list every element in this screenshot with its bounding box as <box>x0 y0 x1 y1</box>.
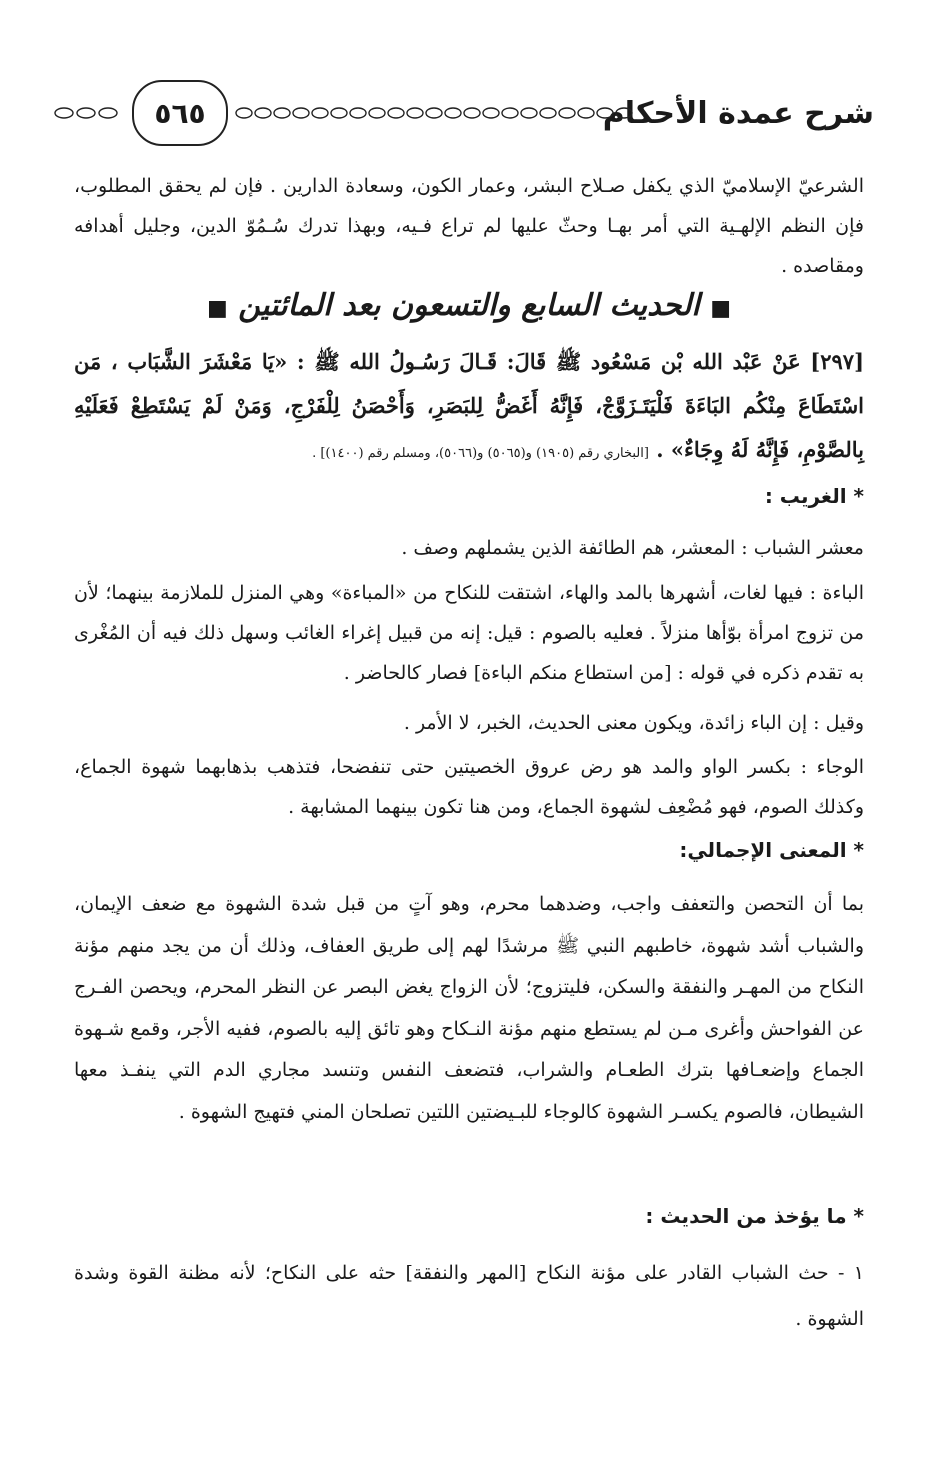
book-title: شرح عمدة الأحكام <box>602 96 874 131</box>
section-title-lessons: * ما يؤخذ من الحديث : <box>645 1204 864 1228</box>
ghareeb-paragraph-1: معشر الشباب : المعشر، هم الطائفة الذين يشملهم وصف . <box>401 537 864 559</box>
header-ornament-long <box>234 106 644 120</box>
hadith-heading <box>74 288 864 323</box>
heading-square-icon: ■ <box>710 295 731 321</box>
section-title-meaning: * المعنى الإجمالي: <box>679 838 864 862</box>
ghareeb-paragraph-3: وقيل : إن الباء زائدة، ويكون معنى الحديث، الخبر، لا الأمر . <box>403 712 864 734</box>
lessons-title-text: ما يؤخذ من الحديث : <box>645 1204 847 1228</box>
hadith-heading-text: الحديث السابع والتسعون بعد المائتين <box>238 288 700 323</box>
ghareeb-title-text: الغريب : <box>764 484 847 508</box>
meaning-title-text: المعنى الإجمالي: <box>679 838 847 862</box>
ghareeb-paragraph-4: الوجاء : بكسر الواو والمد هو رض عروق الخصيتين حتى تنفضحا، فتذهب بذهابهما شهوة الجماع، وكذلك الصوم، فهو مُضْعِف لشهوة الجماع، ومن هنا تكون بينهما المشابهة . <box>74 756 864 818</box>
hadith-text: عَنْ عَبْد الله بْن مَسْعُود ﷺ قَالَ: قَـالَ رَسُـولُ الله ﷺ : «يَا مَعْشَرَ الشَّبَاب ، مَن اسْتَطَاعَ مِنْكُم البَاءَةَ فَلْيَتَـزَوَّجْ، فَإِنَّهُ أَغَضُّ لِلبَصَرِ، وَأَحْصَنُ لِلْفَرْجِ، وَمَنْ لَمْ يَسْتَطِعْ فَعَلَيْهِ بِالصَّوْمِ، فَإِنَّهُ لَهُ وِجَاءٌ» . <box>74 349 864 462</box>
lesson-item-1: ١ - حث الشباب القادر على مؤنة النكاح [المهر والنفقة] حثه على النكاح؛ لأنه مظنة القوة وشدة الشهوة . <box>74 1262 864 1330</box>
header-ornament-short <box>52 106 122 120</box>
heading-square-icon: ■ <box>207 295 228 321</box>
meaning-paragraph: بما أن التحصن والتعفف واجب، وضدهما محرم، وهو آتٍ من قبل شدة الشهوة مع ضعف الإيمان، والشباب أشد شهوة، خاطبهم النبي ﷺ مرشدًا لهم إلى طريق العفاف، وذلك أن من يجد منهم مؤنة النكاح من المهـر والنفقة والسكن، فليتزوج؛ لأن الزواج يغض البصر عن النظر المحرم، ويحصن الفـرج عن الفواحش وأغرى مـن لم يستطع منهم مؤنة النـكاح وهو تائق إليه بالصوم، ففيه الأجر، وقمع شـهوة الجماع وإضعـافها بترك الطعـام والشراب، فتضعف النفس وتنسد مجاري الدم التي ينفـذ معها الشيطان، فالصوم يكسـر الشهوة كالوجاء للبـيضتين اللتين تصلحان المني فتهيج الشهوة . <box>74 893 864 1123</box>
section-title-ghareeb: * الغريب : <box>764 484 864 508</box>
page-number: ٥٦٥ <box>132 80 228 146</box>
page-header <box>52 78 874 148</box>
hadith-reference: [البخاري رقم (١٩٠٥) و(٥٠٦٥) و(٥٠٦٦)، ومسلم رقم (١٤٠٠)] . <box>312 446 649 461</box>
hadith-number: ٢٩٧ <box>820 349 855 374</box>
ghareeb-paragraph-2: الباءة : فيها لغات، أشهرها بالمد والهاء، اشتقت للنكاح من «المباءة» وهي المنزل للملازمة بينهما؛ لأن من تزوج امرأة بوّأها منزلاً . فعليه بالصوم : قيل: إنه من قبيل إغراء الغائب وسهل ذلك فيه أن المُغْرى به تقدم ذكره في قوله : [من استطاع منكم الباءة] فصار كالحاضر . <box>74 582 864 684</box>
intro-paragraph: الشرعيّ الإسلاميّ الذي يكفل صـلاح البشر، وعمار الكون، وسعادة الدارين . فإن لم يحقق المطلوب، فإن النظم الإلهـية التي أمر بهـا وحثّ عليها لم تراع فـيه، وبهذا تدرك سُـمُوّ الدين، وجليل أهدافه ومقاصده . <box>74 175 864 277</box>
hadith-text-block: [٢٩٧] عَنْ عَبْد الله بْن مَسْعُود ﷺ قَالَ: قَـالَ رَسُـولُ الله ﷺ : «يَا مَعْشَرَ الشَّبَاب ، مَن اسْتَطَاعَ مِنْكُم البَاءَةَ فَلْيَتَـزَوَّجْ، فَإِنَّهُ أَغَضُّ لِلبَصَرِ، وَأَحْصَنُ لِلْفَرْجِ، وَمَنْ لَمْ يَسْتَطِعْ فَعَلَيْهِ بِالصَّوْمِ، فَإِنَّهُ لَهُ وِجَاءٌ» . [البخاري رقم (١٩٠٥) و(٥٠٦٥) و(٥٠٦٦)، ومسلم رقم (١٤٠٠)] . <box>74 349 865 462</box>
